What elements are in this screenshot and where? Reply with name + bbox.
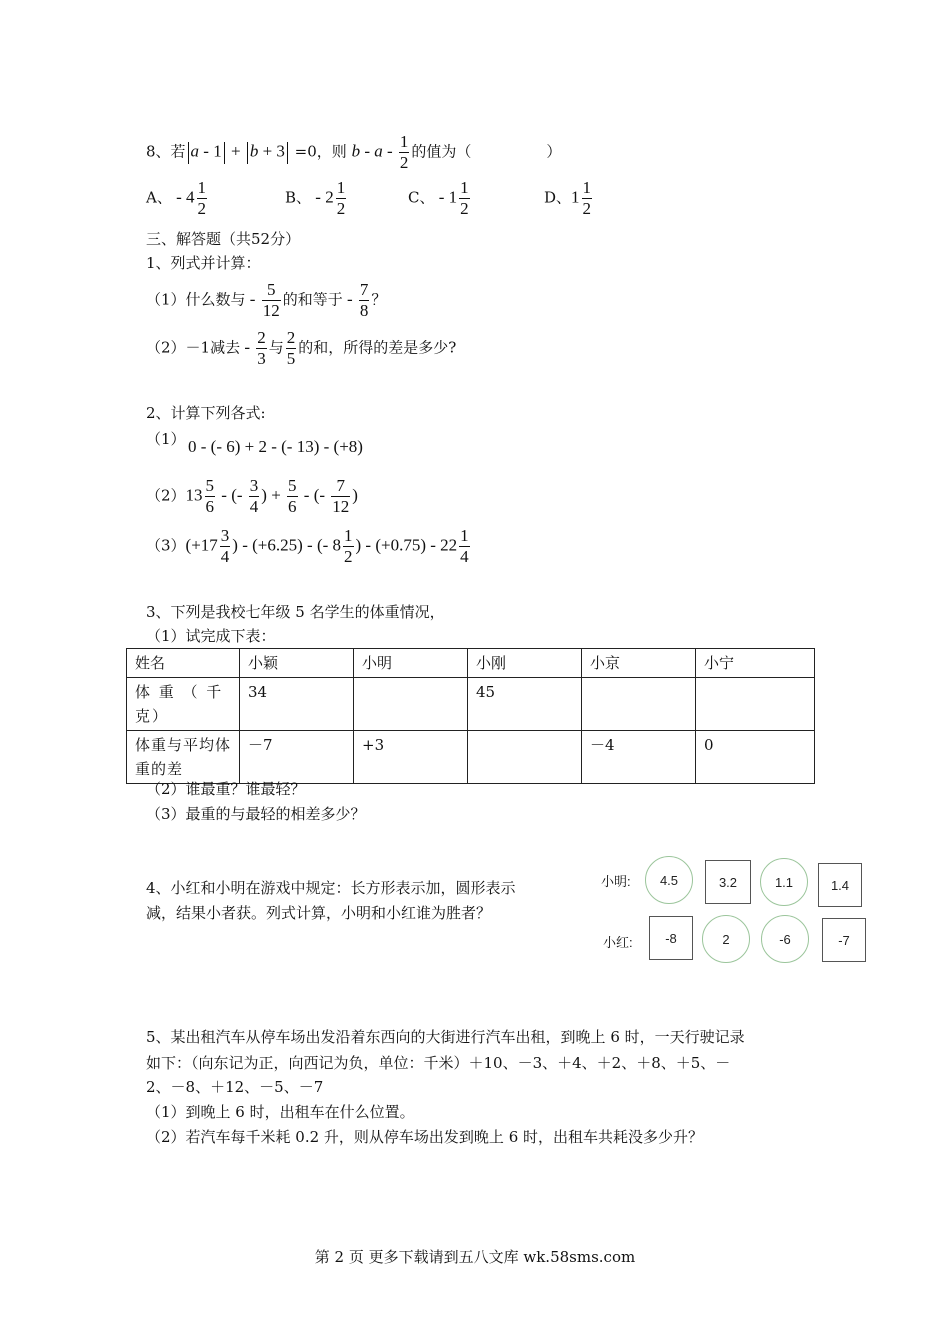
problem-5-line1: 5、某出租汽车从停车场出发沿着东西向的大街进行汽车出租，到晚上 6 时，一天行驶记录 — [146, 1028, 745, 1046]
table-row: 体重与平均体重的差 －7 +3 －4 0 — [127, 731, 815, 784]
problem-3-sub1: （1）试完成下表： — [146, 627, 276, 645]
problem-2-title: 2、计算下列各式: — [146, 404, 266, 422]
rect-shape: -8 — [649, 916, 693, 960]
circle-shape: -6 — [761, 915, 809, 963]
question-8: 8、若 a - 1 + b + 3 =0，则 b - a - $\frac{1}{2}$ 的值为（ ） — [146, 132, 562, 172]
problem-3-title: 3、下列是我校七年级 5 名学生的体重情况， — [146, 603, 445, 621]
section-title: 三、解答题（共52分） — [146, 230, 301, 248]
problem-2-1-expr: 0 - (- 6) + 2 - (- 13) - (+8) — [188, 437, 363, 456]
problem-4-line2: 减，结果小者获。列式计算，小明和小红谁为胜者？ — [146, 904, 492, 922]
option-a: A、 - 4 $\frac{1}{2}$ — [146, 178, 207, 218]
xiaoming-label: 小明: — [601, 874, 631, 889]
option-c: C、 - 1 $\frac{1}{2}$ — [408, 178, 469, 218]
problem-5-line3: 2、－8、＋12、－5、－7 — [146, 1078, 324, 1096]
option-b: B、 - 2 $\frac{1}{2}$ — [285, 178, 346, 218]
weight-table — [126, 648, 815, 784]
problem-2-3: （3）(+17 $\frac{3}{4}$ ) - (+6.25) - (- 8 $\frac{1}{2}$ ) - (+0.75) - 22 $\frac{1}{4}$ — [146, 526, 469, 566]
circle-shape: 2 — [702, 915, 750, 963]
table-header-row: 姓名 小颖 小明 小刚 小京 小宁 — [127, 649, 815, 678]
rect-shape: 3.2 — [705, 860, 751, 904]
rect-shape: -7 — [822, 918, 866, 962]
problem-5-sub1: （1）到晚上 6 时，出租车在什么位置。 — [146, 1103, 415, 1121]
problem-2-2: （2）13 $\frac{5}{6}$ - (- $\frac{3}{4}$ ) + $\frac{5}{6}$ - (- $\frac{7}{12}$ ) — [146, 476, 358, 516]
circle-shape: 4.5 — [645, 856, 693, 904]
problem-3-sub2: （2）谁最重？谁最轻？ — [146, 780, 306, 798]
problem-4-line1: 4、小红和小明在游戏中规定：长方形表示加，圆形表示 — [146, 879, 516, 897]
problem-5-sub2: （2）若汽车每千米耗 0.2 升，则从停车场出发到晚上 6 时，出租车共耗没多少升？ — [146, 1128, 704, 1146]
problem-3-sub3: （3）最重的与最轻的相差多少？ — [146, 805, 366, 823]
problem-1-2: （2）－1减去 - $\frac{2}{3}$ 与 $\frac{2}{5}$ 的和，所得的差是多少? — [146, 328, 457, 368]
page-footer: 第 2 页 更多下载请到五八文库 wk.58sms.com — [314, 1248, 636, 1266]
fraction: $\frac{1}{2}$ — [399, 132, 409, 172]
table-row: 体 重 （ 千 克） 34 45 — [127, 678, 815, 731]
circle-shape: 1.1 — [760, 858, 808, 906]
option-d: D、1 $\frac{1}{2}$ — [544, 178, 592, 218]
problem-1-1: （1）什么数与 - $\frac{5}{12}$ 的和等于 - $\frac{7}{8}$ ？ — [146, 280, 387, 320]
problem-5-line2: 如下：（向东记为正，向西记为负，单位：千米）＋10、－3、＋4、＋2、＋8、＋5、－ — [146, 1054, 731, 1072]
problem-2-1-label: （1） — [146, 430, 186, 448]
xiaohong-label: 小红: — [603, 935, 633, 950]
problem-1-title: 1、列式并计算： — [146, 254, 261, 272]
rect-shape: 1.4 — [818, 863, 862, 907]
